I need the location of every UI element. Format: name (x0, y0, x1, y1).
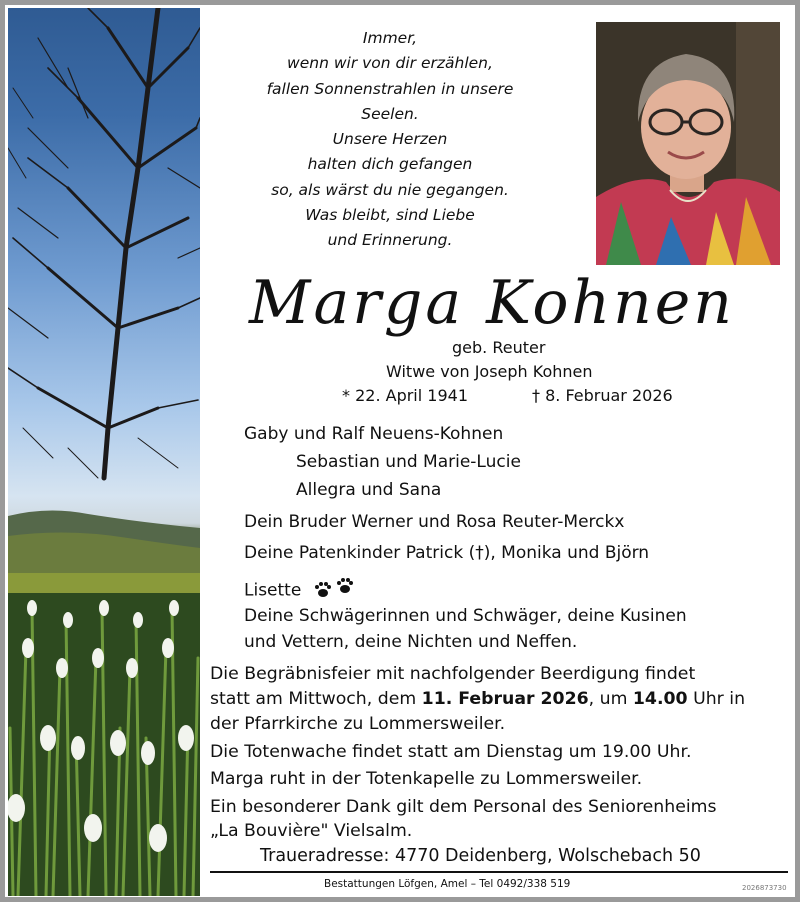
mourning-address: Traueradresse: 4770 Deidenberg, Wolschebach 50 (260, 846, 701, 866)
divider (210, 871, 788, 873)
poem-line: Was bleibt, sind Liebe (305, 206, 475, 225)
family-line: Allegra und Sana (296, 480, 442, 500)
family-line-lisette (244, 575, 359, 606)
info-line-date (210, 689, 745, 709)
info-line: Die Totenwache findet statt am Dienstag um 19.00 Uhr. (210, 742, 692, 762)
funeral-time: 14.00 (632, 689, 688, 709)
poem-line: Unsere Herzen (332, 130, 448, 149)
paw-prints-icon (313, 575, 359, 606)
info-text: , um (588, 689, 633, 709)
info-line: der Pfarrkirche zu Lommersweiler. (210, 714, 506, 734)
birth-date: * 22. April 1941 (342, 386, 468, 405)
funeral-home-footer: Bestattungen Löfgen, Amel – Tel 0492/338 519 (324, 878, 571, 890)
deceased-name: Marga Kohnen (249, 268, 735, 338)
family-line: Sebastian und Marie-Lucie (296, 452, 521, 472)
info-line: Die Begräbnisfeier mit nachfolgender Beerdigung findet (210, 664, 696, 684)
funeral-date: 11. Februar 2026 (421, 689, 589, 709)
widow-of: Witwe von Joseph Kohnen (386, 362, 593, 381)
info-line: „La Bouvière" Vielsalm. (210, 821, 413, 841)
family-line: und Vettern, deine Nichten und Neffen. (244, 632, 578, 652)
death-date: † 8. Februar 2026 (532, 386, 673, 405)
poem-line: so, als wärst du nie gegangen. (271, 180, 509, 199)
info-line: Marga ruht in der Totenkapelle zu Lommersweiler. (210, 769, 643, 789)
poem (230, 26, 550, 254)
info-line: Ein besonderer Dank gilt dem Personal des Seniorenheims (210, 797, 717, 817)
poem-line: Immer, (362, 29, 418, 47)
poem-line: halten dich gefangen (307, 155, 473, 174)
family-line: Gaby und Ralf Neuens-Kohnen (244, 424, 504, 444)
family-line: Deine Patenkinder Patrick (†), Monika und Björn (244, 543, 650, 563)
poem-line: fallen Sonnenstrahlen in unsere (266, 79, 514, 98)
portrait-photo (596, 22, 780, 265)
family-line: Lisette (244, 580, 302, 601)
poem-line: und Erinnerung. (327, 231, 453, 250)
family-line: Dein Bruder Werner und Rosa Reuter-Merckx (244, 512, 625, 532)
reference-number: 2026873730 (742, 884, 787, 892)
maiden-name: geb. Reuter (452, 338, 546, 357)
family-line: Deine Schwägerinnen und Schwäger, deine Kusinen (244, 606, 687, 626)
info-text: statt am Mittwoch, dem (210, 689, 422, 709)
poem-line: wenn wir von dir erzählen, (287, 54, 493, 73)
poem-line: Seelen. (361, 104, 419, 123)
landscape-photo (8, 8, 200, 896)
info-text: Uhr in (687, 689, 746, 709)
